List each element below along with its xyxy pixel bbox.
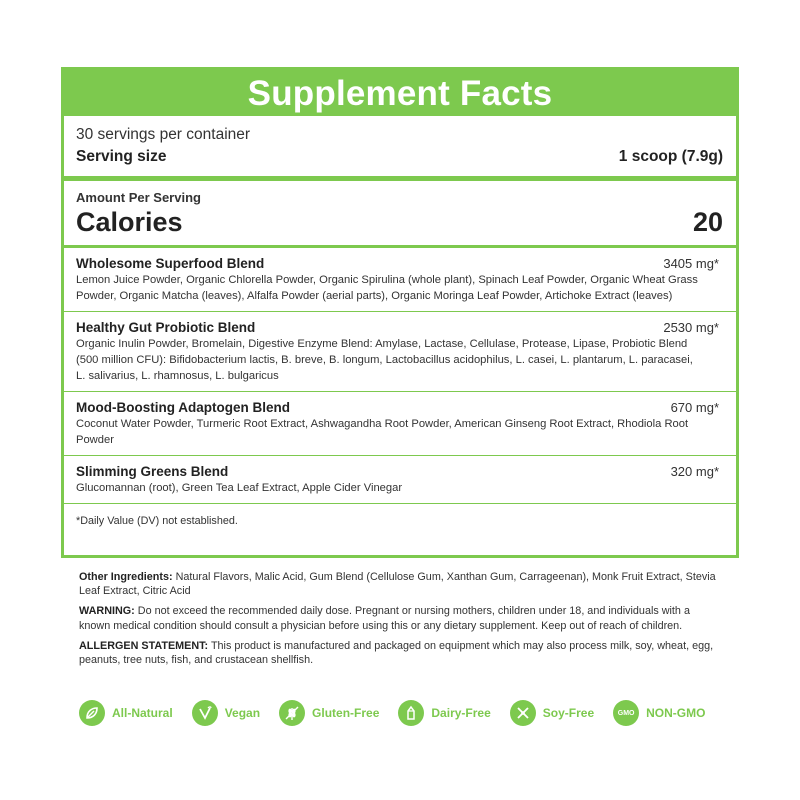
supplement-facts-panel	[61, 67, 739, 558]
serving-size-value: 1 scoop (7.9g)	[618, 148, 723, 165]
badge-label: Vegan	[224, 706, 261, 720]
daily-value-note: *Daily Value (DV) not established.	[76, 515, 238, 527]
warning-text: Do not exceed the recommended daily dose. Pregnant or nursing mothers, children under 18, and individuals with a known medical condition should consult a physician before using this or any dietary supplement. Keep out of reach of children.	[79, 605, 690, 632]
blend-name: Slimming Greens Blend	[76, 464, 229, 479]
other-ingredients-label: Other Ingredients:	[79, 571, 173, 583]
blend-amount: 670 mg*	[670, 400, 719, 415]
badge-label: Soy-Free	[542, 706, 595, 720]
warning	[79, 604, 719, 632]
label-notes	[79, 570, 719, 673]
leaf-icon	[79, 700, 105, 726]
blend-ingredients: Coconut Water Powder, Turmeric Root Extract, Ashwagandha Root Powder, American Ginseng Root Extract, Rhodiola Root Powder	[76, 418, 689, 446]
calories-row	[76, 207, 723, 237]
blend-name: Healthy Gut Probiotic Blend	[76, 320, 256, 335]
badge-label: All-Natural	[112, 706, 173, 720]
gmo-icon	[613, 700, 639, 726]
servings-per-container: 30 servings per container	[76, 126, 251, 143]
badge-dairy-free	[398, 700, 490, 726]
blend-ingredients: Organic Inulin Powder, Bromelain, Digestive Enzyme Blend: Amylase, Lactase, Cellulase, Protease, Lipase, Probiotic Blend (500 million CFU): Bifidobacterium lactis, B. breve, B. longum, Lactobacillus acidophilus, L. casei, L. plantarum, L. paracasei, L. salivarius, L. rhamnosus, L. bulgaricus	[76, 338, 693, 382]
wheat-icon	[279, 700, 305, 726]
other-ingredients	[79, 570, 719, 598]
badge-soy-free	[510, 700, 594, 726]
blend-ingredients: Lemon Juice Powder, Organic Chlorella Powder, Organic Spirulina (whole plant), Spinach Leaf Powder, Organic Wheat Grass Powder, Organic Matcha (leaves), Alfalfa Powder (aerial parts), Organic Moringa Leaf Powder, Artichoke Extract (leaves)	[76, 274, 698, 302]
blend-amount: 3405 mg*	[663, 256, 719, 271]
blend-amount: 2530 mg*	[663, 320, 719, 335]
allergen-label: ALLERGEN STATEMENT:	[79, 639, 209, 652]
blend-ingredients: Glucomannan (root), Green Tea Leaf Extract, Apple Cider Vinegar	[76, 482, 403, 494]
blend-row	[64, 312, 736, 392]
gmo-icon-text: GMO	[617, 709, 635, 717]
soy-crossed-icon	[510, 700, 536, 726]
badge-label: Gluten-Free	[312, 706, 380, 720]
badge-non-gmo	[613, 700, 705, 726]
badge-vegan	[192, 700, 260, 726]
allergen-statement	[79, 639, 719, 667]
blend-row	[64, 456, 736, 504]
badge-label: NON-GMO	[646, 706, 706, 720]
calories-value: 20	[692, 207, 723, 237]
warning-label: WARNING:	[79, 605, 135, 618]
blend-name: Mood-Boosting Adaptogen Blend	[76, 400, 290, 415]
milk-carton-icon	[398, 700, 424, 726]
badge-all-natural	[79, 700, 173, 726]
other-ingredients-text: Natural Flavors, Malic Acid, Gum Blend (Cellulose Gum, Xanthan Gum, Carrageenan), Monk Fruit Extract, Stevia Leaf Extract, Citric Acid	[79, 571, 716, 598]
divider	[64, 176, 736, 181]
panel-title: Supplement Facts	[64, 70, 736, 116]
blend-name: Wholesome Superfood Blend	[76, 256, 265, 271]
serving-size-row	[76, 148, 723, 166]
vegan-v-icon	[192, 700, 218, 726]
badge-label: Dairy-Free	[431, 706, 491, 720]
blend-row	[64, 248, 736, 312]
serving-size-label: Serving size	[76, 148, 167, 165]
badge-gluten-free	[279, 700, 379, 726]
blend-amount: 320 mg*	[670, 464, 719, 479]
amount-per-serving: Amount Per Serving	[76, 190, 201, 205]
blend-row	[64, 392, 736, 456]
calories-label: Calories	[76, 207, 183, 237]
allergen-text: This product is manufactured and packaged on equipment which may also process milk, soy, wheat, egg, peanuts, tree nuts, fish, and crustacean shellfish.	[79, 639, 714, 667]
badge-row	[79, 700, 729, 726]
